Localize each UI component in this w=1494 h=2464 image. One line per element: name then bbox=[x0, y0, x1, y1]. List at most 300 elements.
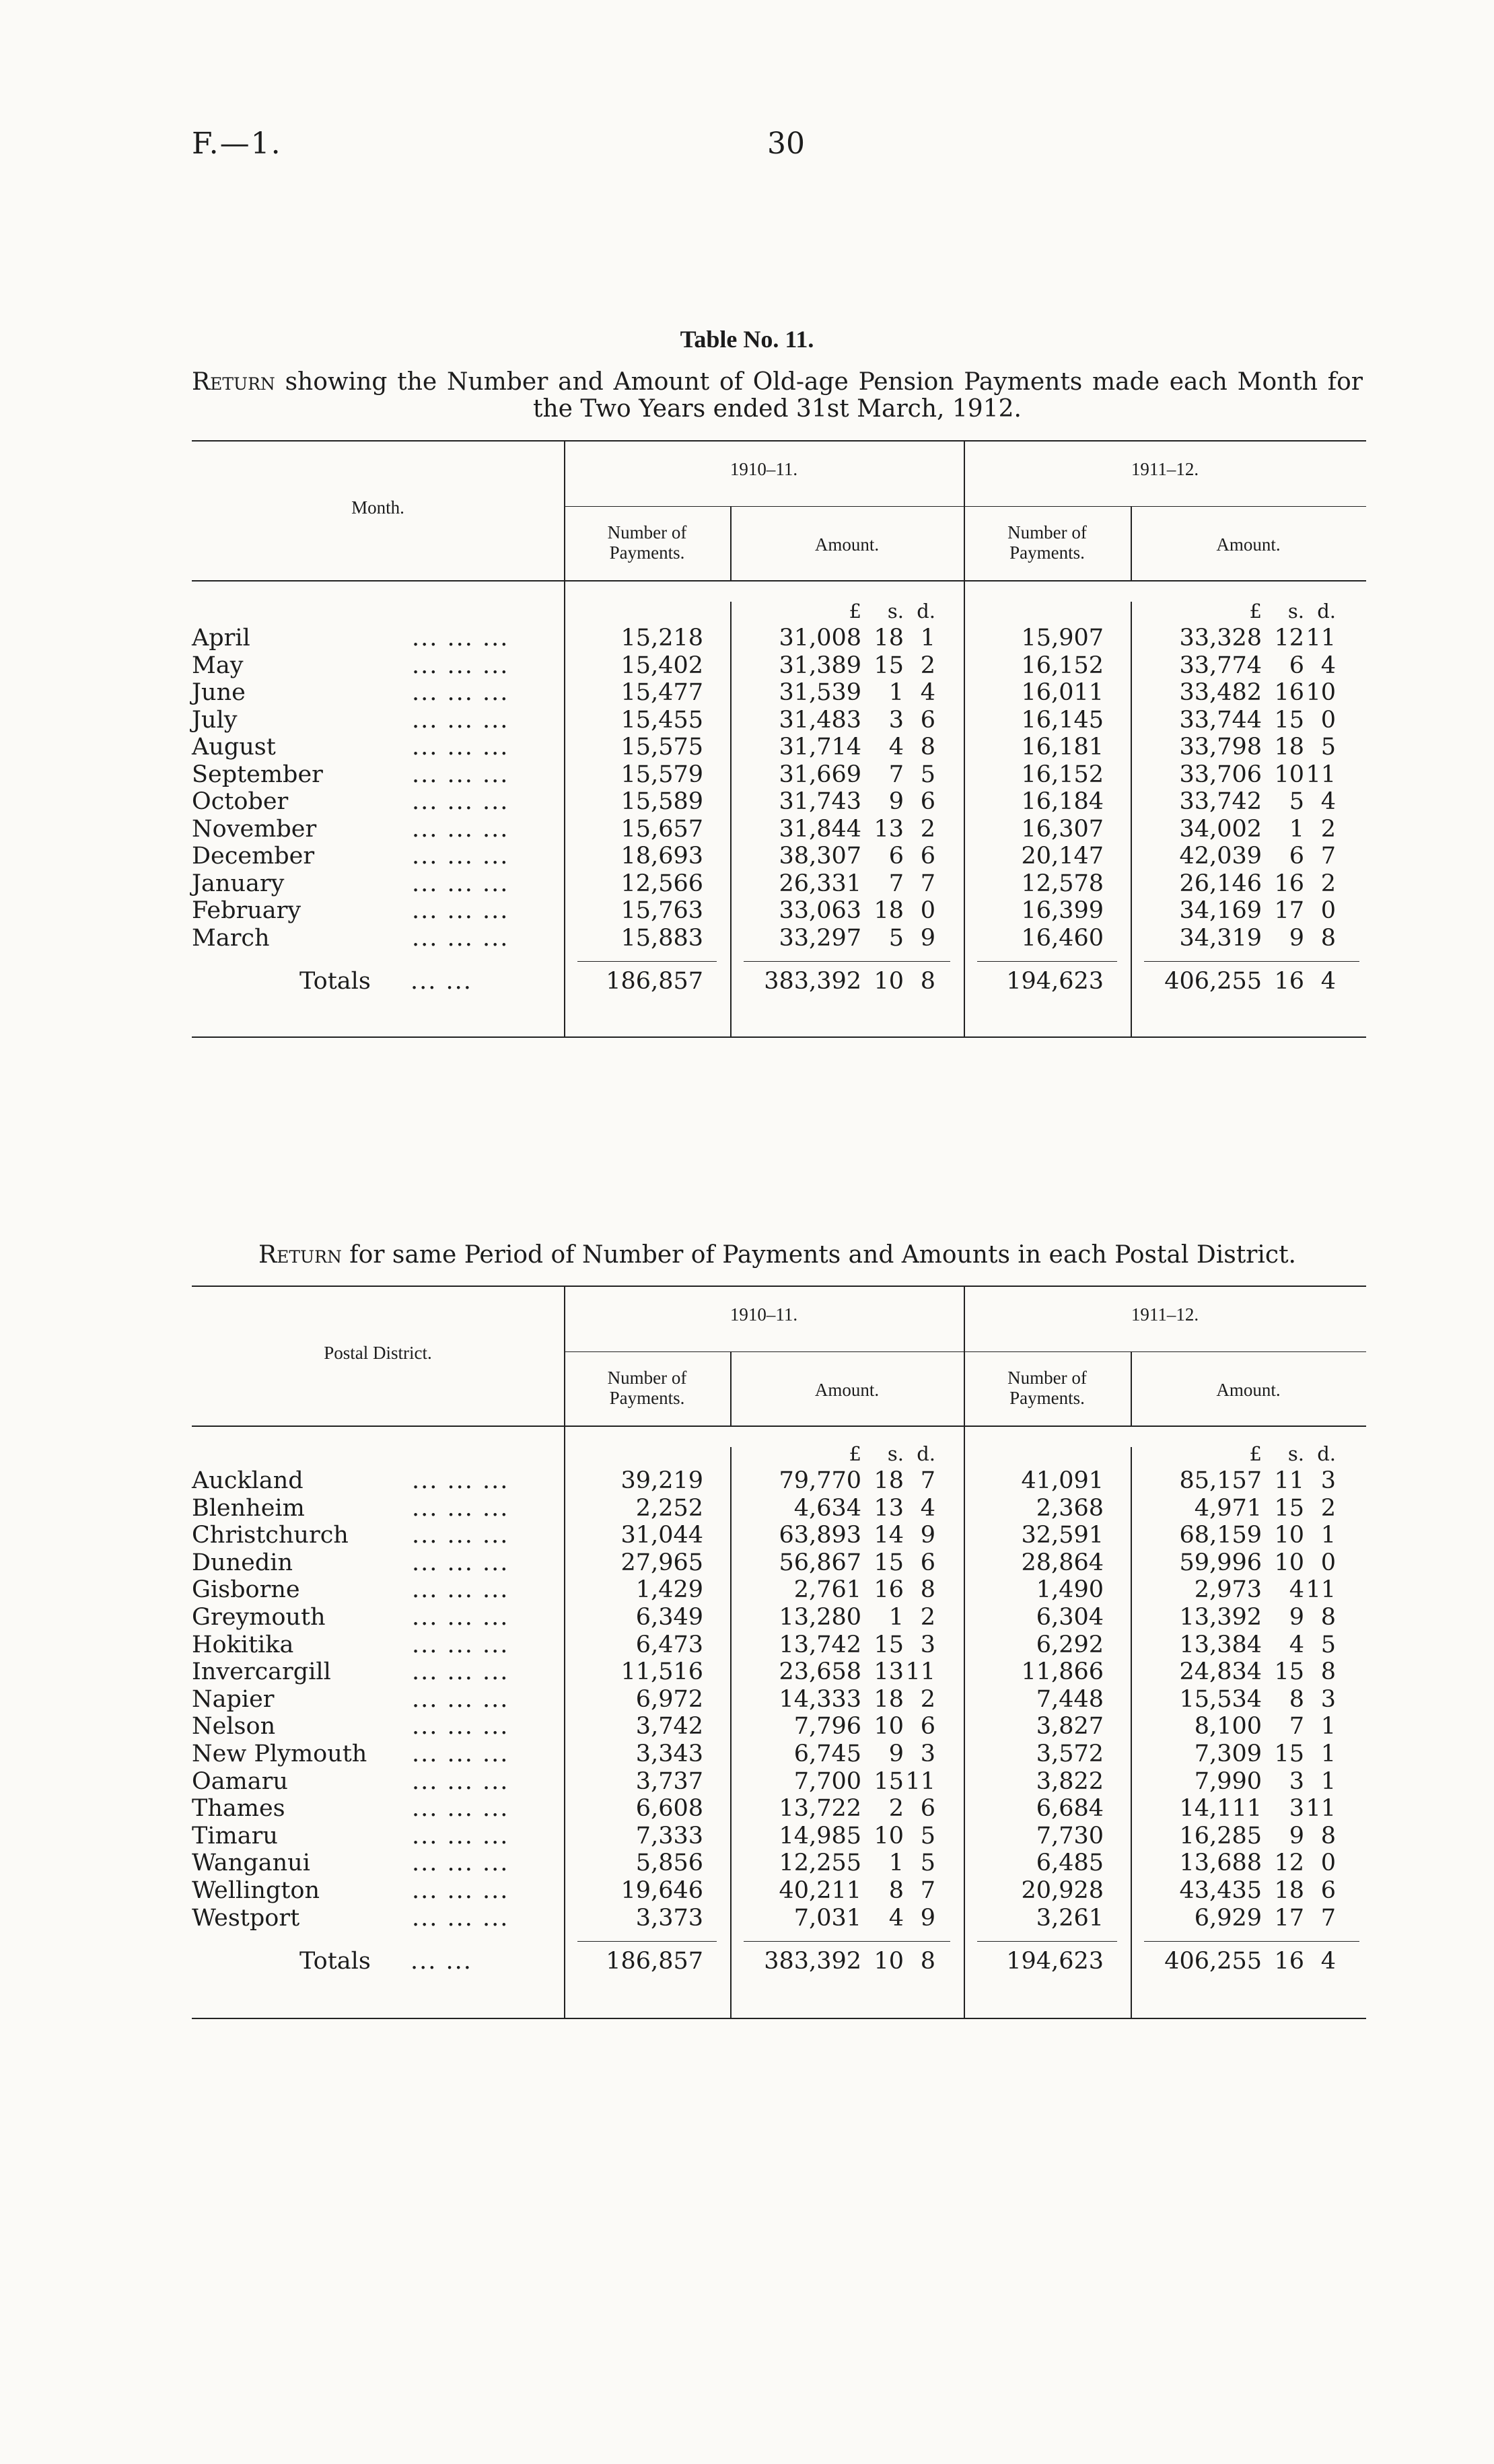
amount-pence-1911-12: 4 bbox=[1320, 652, 1336, 679]
amount-pounds-1910-11: 79,770 bbox=[779, 1467, 861, 1494]
row-label: August bbox=[192, 734, 276, 761]
number-of-payments-1910-11: 3,373 bbox=[635, 1904, 703, 1932]
amount-shillings-1911-12: 16 bbox=[1274, 870, 1304, 897]
amount-pence-1910-11: 9 bbox=[920, 924, 935, 952]
unit-pence: d. bbox=[917, 600, 935, 623]
amount-pence-1911-12: 2 bbox=[1320, 815, 1336, 843]
row-label: Timaru bbox=[192, 1822, 278, 1850]
number-of-payments-1910-11: 15,477 bbox=[620, 679, 703, 706]
number-of-payments-1911-12: 16,145 bbox=[1021, 706, 1104, 734]
totals-rule bbox=[1144, 1941, 1359, 1942]
caption-line-1: showing the Number and Amount of Old-age Pension Payments made each Month for bbox=[275, 368, 1363, 396]
amount-pounds-1910-11: 63,893 bbox=[779, 1522, 861, 1549]
leader-dots: ... ... ... bbox=[412, 1767, 509, 1795]
amount-pence-1910-11: 11 bbox=[905, 1658, 935, 1686]
amount-pounds-1911-12: 15,534 bbox=[1179, 1685, 1262, 1713]
row-label: December bbox=[192, 843, 315, 870]
amount-pence-1911-12: 1 bbox=[1320, 1522, 1336, 1549]
table-row bbox=[0, 1549, 1494, 1577]
amount-pence-1910-11: 2 bbox=[920, 1685, 935, 1713]
table-row bbox=[0, 1768, 1494, 1796]
table-top-rule bbox=[192, 1286, 1366, 1287]
amount-shillings-1910-11: 13 bbox=[874, 1658, 904, 1686]
amount-pence-1910-11: 5 bbox=[920, 1822, 935, 1850]
amount-pence-1910-11: 6 bbox=[920, 1549, 935, 1576]
amount-shillings-1911-12: 11 bbox=[1274, 1467, 1304, 1494]
unit-pounds: £ bbox=[849, 1442, 861, 1465]
amount-shillings-1910-11: 1 bbox=[888, 1850, 904, 1877]
amount-pence-1910-11: 0 bbox=[920, 897, 935, 924]
amount-shillings-1911-12: 15 bbox=[1274, 1740, 1304, 1767]
amount-pence-1911-12: 11 bbox=[1306, 1795, 1336, 1823]
amount-pence-1911-12: 0 bbox=[1320, 897, 1336, 924]
amount-pence-1910-11: 7 bbox=[920, 870, 935, 897]
amount-header: Amount. bbox=[814, 1380, 880, 1400]
row-label: November bbox=[192, 815, 317, 843]
amount-pence-1911-12: 5 bbox=[1320, 734, 1336, 761]
amount-pounds-1911-12: 33,744 bbox=[1179, 706, 1262, 734]
amount-shillings-1910-11: 3 bbox=[888, 706, 904, 734]
amount-pounds-1911-12: 7,309 bbox=[1194, 1740, 1262, 1767]
row-label: October bbox=[192, 788, 289, 815]
table-row bbox=[0, 1495, 1494, 1522]
period-1911-12: 1911–12. bbox=[1131, 1304, 1199, 1325]
unit-pounds: £ bbox=[1249, 600, 1262, 623]
number-of-payments-1910-11: 15,455 bbox=[620, 706, 703, 734]
number-of-payments-1910-11: 31,044 bbox=[620, 1522, 703, 1549]
number-of-payments-1911-12: 11,866 bbox=[1021, 1658, 1104, 1686]
number-of-payments-1910-11: 18,693 bbox=[620, 843, 703, 870]
amount-shillings-1911-12: 6 bbox=[1289, 843, 1304, 870]
amount-shillings-1911-12: 4 bbox=[1289, 1576, 1304, 1604]
amount-pounds-1910-11: 13,742 bbox=[779, 1631, 861, 1658]
leader-dots: ... ... bbox=[411, 1948, 472, 1975]
amount-pounds-1911-12: 34,002 bbox=[1179, 815, 1262, 843]
number-of-payments-1911-12: 2,368 bbox=[1036, 1494, 1104, 1522]
amount-shillings-1911-12: 4 bbox=[1289, 1631, 1304, 1658]
number-of-payments-1910-11: 12,566 bbox=[620, 870, 703, 897]
amount-pence-1911-12: 11 bbox=[1306, 625, 1336, 652]
unit-shillings: s. bbox=[887, 1442, 904, 1465]
amount-shillings-1910-11: 10 bbox=[874, 968, 904, 995]
number-of-payments-1910-11: 5,856 bbox=[635, 1850, 703, 1877]
amount-pounds-1911-12: 33,328 bbox=[1179, 625, 1262, 652]
number-of-payments-1910-11: 15,218 bbox=[620, 625, 703, 652]
amount-pence-1911-12: 3 bbox=[1320, 1685, 1336, 1713]
number-of-payments-1910-11: 11,516 bbox=[620, 1658, 703, 1686]
amount-pence-1911-12: 0 bbox=[1320, 706, 1336, 734]
unit-shillings: s. bbox=[1287, 600, 1304, 623]
number-of-payments-1911-12: 3,827 bbox=[1036, 1713, 1104, 1740]
table-row bbox=[0, 1631, 1494, 1659]
amount-pounds-1911-12: 33,482 bbox=[1179, 679, 1262, 706]
amount-pence-1911-12: 1 bbox=[1320, 1740, 1336, 1767]
number-of-payments-1911-12: 16,460 bbox=[1021, 924, 1104, 952]
leader-dots: ... ... ... bbox=[412, 870, 509, 897]
row-label: New Plymouth bbox=[192, 1740, 367, 1767]
amount-pence-1911-12: 11 bbox=[1306, 1576, 1336, 1604]
leader-dots: ... ... ... bbox=[412, 1604, 509, 1631]
amount-header: Amount. bbox=[814, 534, 880, 555]
amount-pounds-1910-11: 31,844 bbox=[779, 815, 861, 843]
amount-pounds-1911-12: 7,990 bbox=[1194, 1767, 1262, 1795]
amount-pounds-1910-11: 38,307 bbox=[779, 843, 861, 870]
amount-shillings-1910-11: 15 bbox=[874, 1549, 904, 1576]
amount-shillings-1910-11: 9 bbox=[888, 788, 904, 815]
number-of-payments-1910-11: 6,473 bbox=[635, 1631, 703, 1658]
amount-pence-1911-12: 8 bbox=[1320, 1822, 1336, 1850]
number-of-payments-1911-12: 16,399 bbox=[1021, 897, 1104, 924]
table-row bbox=[0, 1877, 1494, 1905]
number-of-payments-1911-12: 7,730 bbox=[1036, 1822, 1104, 1850]
amount-pence-1911-12: 4 bbox=[1320, 968, 1336, 995]
number-of-payments-1910-11: 15,883 bbox=[620, 924, 703, 952]
leader-dots: ... ... bbox=[411, 968, 472, 995]
amount-shillings-1910-11: 15 bbox=[874, 1767, 904, 1795]
number-of-payments-1910-11: 19,646 bbox=[620, 1877, 703, 1904]
number-of-payments-1911-12: 41,091 bbox=[1021, 1467, 1104, 1494]
leader-dots: ... ... ... bbox=[412, 679, 509, 706]
row-label: January bbox=[192, 870, 285, 897]
amount-shillings-1910-11: 1 bbox=[888, 679, 904, 706]
leader-dots: ... ... ... bbox=[412, 652, 509, 679]
amount-pence-1910-11: 11 bbox=[905, 1767, 935, 1795]
number-of-payments-1910-11: 6,972 bbox=[635, 1685, 703, 1713]
header-bottom-rule bbox=[192, 1425, 1366, 1427]
amount-pence-1911-12: 1 bbox=[1320, 1767, 1336, 1795]
number-header: Number of Payments. bbox=[607, 1368, 687, 1408]
period-divider-rule bbox=[564, 1351, 1366, 1352]
amount-pounds-1910-11: 13,280 bbox=[779, 1604, 861, 1631]
amount-pence-1911-12: 2 bbox=[1320, 870, 1336, 897]
amount-pounds-1910-11: 13,722 bbox=[779, 1795, 861, 1823]
amount-shillings-1910-11: 13 bbox=[874, 1494, 904, 1522]
amount-pounds-1911-12: 14,111 bbox=[1179, 1795, 1262, 1823]
amount-shillings-1910-11: 18 bbox=[874, 625, 904, 652]
unit-shillings: s. bbox=[887, 600, 904, 623]
leader-dots: ... ... ... bbox=[412, 734, 509, 761]
number-of-payments-1911-12: 3,822 bbox=[1036, 1767, 1104, 1795]
amount-shillings-1910-11: 18 bbox=[874, 897, 904, 924]
amount-shillings-1910-11: 5 bbox=[888, 924, 904, 952]
amount-pence-1910-11: 6 bbox=[920, 843, 935, 870]
amount-pounds-1911-12: 33,742 bbox=[1179, 788, 1262, 815]
leader-dots: ... ... ... bbox=[412, 1795, 509, 1823]
unit-shillings: s. bbox=[1287, 1442, 1304, 1465]
amount-pounds-1911-12: 4,971 bbox=[1194, 1494, 1262, 1522]
amount-pounds-1911-12: 13,384 bbox=[1179, 1631, 1262, 1658]
totals-rule bbox=[577, 1941, 717, 1942]
amount-shillings-1910-11: 4 bbox=[888, 734, 904, 761]
amount-shillings-1910-11: 14 bbox=[874, 1522, 904, 1549]
page-number: 30 bbox=[767, 127, 805, 161]
amount-pence-1910-11: 2 bbox=[920, 1604, 935, 1631]
amount-pence-1911-12: 6 bbox=[1320, 1877, 1336, 1904]
row-label: Westport bbox=[192, 1904, 300, 1932]
amount-pence-1911-12: 8 bbox=[1320, 1604, 1336, 1631]
amount-pence-1910-11: 6 bbox=[920, 1795, 935, 1823]
amount-pence-1910-11: 9 bbox=[920, 1522, 935, 1549]
number-of-payments-1911-12: 15,907 bbox=[1021, 625, 1104, 652]
leader-dots: ... ... ... bbox=[412, 1522, 509, 1549]
amount-shillings-1911-12: 3 bbox=[1289, 1795, 1304, 1823]
number-of-payments-1911-12: 6,292 bbox=[1036, 1631, 1104, 1658]
amount-shillings-1911-12: 6 bbox=[1289, 652, 1304, 679]
amount-shillings-1910-11: 15 bbox=[874, 1631, 904, 1658]
amount-pounds-1911-12: 33,774 bbox=[1179, 652, 1262, 679]
amount-pounds-1911-12: 16,285 bbox=[1179, 1822, 1262, 1850]
leader-dots: ... ... ... bbox=[412, 1850, 509, 1877]
leader-dots: ... ... ... bbox=[412, 1685, 509, 1713]
row-label: September bbox=[192, 761, 323, 788]
row-label: June bbox=[192, 679, 246, 706]
row-label: Thames bbox=[192, 1795, 285, 1823]
amount-pounds-1910-11: 14,985 bbox=[779, 1822, 861, 1850]
amount-pence-1910-11: 1 bbox=[920, 625, 935, 652]
amount-shillings-1911-12: 16 bbox=[1274, 968, 1304, 995]
amount-pence-1910-11: 8 bbox=[920, 968, 935, 995]
number-of-payments-1910-11: 6,349 bbox=[635, 1604, 703, 1631]
amount-pounds-1910-11: 4,634 bbox=[793, 1494, 861, 1522]
row-label: Wanganui bbox=[192, 1850, 310, 1877]
amount-shillings-1910-11: 8 bbox=[888, 1877, 904, 1904]
amount-pounds-1910-11: 31,389 bbox=[779, 652, 861, 679]
amount-shillings-1910-11: 16 bbox=[874, 1576, 904, 1604]
caption-return-word: Return bbox=[258, 1241, 342, 1269]
row-label: Invercargill bbox=[192, 1658, 331, 1686]
amount-shillings-1911-12: 9 bbox=[1289, 924, 1304, 952]
amount-pounds-1911-12: 68,159 bbox=[1179, 1522, 1262, 1549]
amount-pounds-1911-12: 6,929 bbox=[1194, 1904, 1262, 1932]
amount-pence-1910-11: 5 bbox=[920, 761, 935, 788]
amount-shillings-1910-11: 10 bbox=[874, 1713, 904, 1740]
number-of-payments-1910-11: 15,575 bbox=[620, 734, 703, 761]
number-of-payments-1911-12: 28,864 bbox=[1021, 1549, 1104, 1576]
amount-pence-1910-11: 9 bbox=[920, 1904, 935, 1932]
number-of-payments-1911-12: 194,623 bbox=[1006, 1948, 1104, 1975]
amount-shillings-1910-11: 9 bbox=[888, 1740, 904, 1767]
amount-pounds-1910-11: 14,333 bbox=[779, 1685, 861, 1713]
amount-shillings-1911-12: 10 bbox=[1274, 1522, 1304, 1549]
number-of-payments-1911-12: 1,490 bbox=[1036, 1576, 1104, 1604]
amount-pounds-1911-12: 85,157 bbox=[1179, 1467, 1262, 1494]
amount-pounds-1910-11: 7,700 bbox=[793, 1767, 861, 1795]
row-label: Greymouth bbox=[192, 1604, 326, 1631]
leader-dots: ... ... ... bbox=[412, 1576, 509, 1604]
amount-pounds-1911-12: 59,996 bbox=[1179, 1549, 1262, 1576]
unit-pounds: £ bbox=[1249, 1442, 1262, 1465]
number-of-payments-1910-11: 2,252 bbox=[635, 1494, 703, 1522]
amount-pence-1911-12: 4 bbox=[1320, 788, 1336, 815]
number-of-payments-1910-11: 15,589 bbox=[620, 788, 703, 815]
number-of-payments-1911-12: 20,147 bbox=[1021, 843, 1104, 870]
number-of-payments-1910-11: 15,402 bbox=[620, 652, 703, 679]
number-of-payments-1910-11: 27,965 bbox=[620, 1549, 703, 1576]
amount-pence-1911-12: 0 bbox=[1320, 1549, 1336, 1576]
row-label: Wellington bbox=[192, 1877, 320, 1904]
amount-pounds-1911-12: 43,435 bbox=[1179, 1877, 1262, 1904]
table-row bbox=[0, 1576, 1494, 1604]
amount-pounds-1910-11: 31,669 bbox=[779, 761, 861, 788]
number-of-payments-1911-12: 7,448 bbox=[1036, 1685, 1104, 1713]
table-row bbox=[0, 1948, 1494, 1975]
number-of-payments-1910-11: 3,742 bbox=[635, 1713, 703, 1740]
amount-shillings-1911-12: 15 bbox=[1274, 1494, 1304, 1522]
amount-shillings-1911-12: 3 bbox=[1289, 1767, 1304, 1795]
amount-pence-1911-12: 5 bbox=[1320, 1631, 1336, 1658]
leader-dots: ... ... ... bbox=[412, 1904, 509, 1932]
row-header: Postal District. bbox=[324, 1343, 432, 1363]
amount-shillings-1911-12: 16 bbox=[1274, 679, 1304, 706]
amount-pounds-1910-11: 12,255 bbox=[779, 1850, 861, 1877]
amount-shillings-1910-11: 7 bbox=[888, 761, 904, 788]
number-of-payments-1910-11: 39,219 bbox=[620, 1467, 703, 1494]
amount-shillings-1911-12: 7 bbox=[1289, 1713, 1304, 1740]
number-of-payments-1910-11: 3,737 bbox=[635, 1767, 703, 1795]
row-label: Auckland bbox=[192, 1467, 304, 1494]
amount-pounds-1911-12: 8,100 bbox=[1194, 1713, 1262, 1740]
unit-pence: d. bbox=[1317, 600, 1336, 623]
amount-pence-1910-11: 8 bbox=[920, 1948, 935, 1975]
amount-pounds-1910-11: 7,031 bbox=[793, 1904, 861, 1932]
amount-pounds-1911-12: 34,169 bbox=[1179, 897, 1262, 924]
caption-return-word: Return bbox=[192, 368, 275, 396]
amount-shillings-1911-12: 10 bbox=[1274, 1549, 1304, 1576]
amount-shillings-1910-11: 13 bbox=[874, 815, 904, 843]
amount-pounds-1911-12: 26,146 bbox=[1179, 870, 1262, 897]
table-row bbox=[0, 1604, 1494, 1631]
amount-pounds-1910-11: 31,539 bbox=[779, 679, 861, 706]
amount-pence-1910-11: 4 bbox=[920, 1494, 935, 1522]
amount-pounds-1910-11: 31,743 bbox=[779, 788, 861, 815]
leader-dots: ... ... ... bbox=[412, 1740, 509, 1767]
period-1910-11: 1910–11. bbox=[730, 459, 798, 479]
amount-shillings-1910-11: 18 bbox=[874, 1467, 904, 1494]
amount-shillings-1911-12: 12 bbox=[1274, 1850, 1304, 1877]
amount-pence-1910-11: 7 bbox=[920, 1877, 935, 1904]
table-row bbox=[0, 1686, 1494, 1714]
number-of-payments-1911-12: 6,684 bbox=[1036, 1795, 1104, 1823]
amount-pence-1911-12: 8 bbox=[1320, 924, 1336, 952]
amount-shillings-1911-12: 5 bbox=[1289, 788, 1304, 815]
amount-shillings-1910-11: 10 bbox=[874, 1822, 904, 1850]
row-label: Napier bbox=[192, 1685, 275, 1713]
amount-pence-1910-11: 5 bbox=[920, 1850, 935, 1877]
amount-header: Amount. bbox=[1216, 1380, 1281, 1400]
amount-pounds-1911-12: 406,255 bbox=[1164, 968, 1262, 995]
amount-pounds-1911-12: 24,834 bbox=[1179, 1658, 1262, 1686]
table-row bbox=[0, 1658, 1494, 1686]
table-row bbox=[0, 1905, 1494, 1932]
totals-label: Totals bbox=[299, 968, 371, 995]
amount-shillings-1911-12: 15 bbox=[1274, 1658, 1304, 1686]
amount-pounds-1911-12: 33,798 bbox=[1179, 734, 1262, 761]
amount-pence-1911-12: 11 bbox=[1306, 761, 1336, 788]
amount-pounds-1911-12: 2,973 bbox=[1194, 1576, 1262, 1604]
amount-pence-1910-11: 2 bbox=[920, 652, 935, 679]
table-row bbox=[0, 1467, 1494, 1495]
number-of-payments-1911-12: 6,485 bbox=[1036, 1850, 1104, 1877]
leader-dots: ... ... ... bbox=[412, 1822, 509, 1850]
amount-pounds-1910-11: 6,745 bbox=[793, 1740, 861, 1767]
amount-pence-1911-12: 3 bbox=[1320, 1467, 1336, 1494]
totals-rule bbox=[744, 1941, 950, 1942]
leader-dots: ... ... ... bbox=[412, 1658, 509, 1686]
number-of-payments-1910-11: 186,857 bbox=[606, 968, 703, 995]
totals-rule bbox=[977, 1941, 1117, 1942]
row-label: Christchurch bbox=[192, 1522, 349, 1549]
number-of-payments-1911-12: 16,152 bbox=[1021, 761, 1104, 788]
leader-dots: ... ... ... bbox=[412, 897, 509, 924]
number-of-payments-1910-11: 15,657 bbox=[620, 815, 703, 843]
leader-dots: ... ... ... bbox=[412, 788, 509, 815]
caption-line-2: the Two Years ended 31st March, 1912. bbox=[533, 395, 1022, 423]
amount-shillings-1910-11: 7 bbox=[888, 870, 904, 897]
number-of-payments-1911-12: 32,591 bbox=[1021, 1522, 1104, 1549]
number-of-payments-1910-11: 15,579 bbox=[620, 761, 703, 788]
leader-dots: ... ... ... bbox=[412, 761, 509, 788]
amount-pounds-1910-11: 56,867 bbox=[779, 1549, 861, 1576]
amount-pence-1911-12: 1 bbox=[1320, 1713, 1336, 1740]
row-label: Dunedin bbox=[192, 1549, 293, 1576]
leader-dots: ... ... ... bbox=[412, 1631, 509, 1658]
unit-pence: d. bbox=[917, 1442, 935, 1465]
leader-dots: ... ... ... bbox=[412, 706, 509, 734]
amount-pounds-1910-11: 31,008 bbox=[779, 625, 861, 652]
amount-shillings-1911-12: 18 bbox=[1274, 734, 1304, 761]
amount-shillings-1910-11: 1 bbox=[888, 1604, 904, 1631]
amount-pounds-1910-11: 7,796 bbox=[793, 1713, 861, 1740]
amount-pounds-1910-11: 31,483 bbox=[779, 706, 861, 734]
row-label: Blenheim bbox=[192, 1494, 305, 1522]
unit-pence: d. bbox=[1317, 1442, 1336, 1465]
amount-pence-1910-11: 3 bbox=[920, 1631, 935, 1658]
row-label: Oamaru bbox=[192, 1767, 288, 1795]
amount-pounds-1911-12: 13,688 bbox=[1179, 1850, 1262, 1877]
amount-pounds-1910-11: 40,211 bbox=[779, 1877, 861, 1904]
amount-pence-1910-11: 7 bbox=[920, 1467, 935, 1494]
document-reference: F.—1. bbox=[192, 127, 282, 161]
table-title: Table No. 11. bbox=[680, 326, 814, 353]
table-row bbox=[0, 1823, 1494, 1850]
amount-shillings-1911-12: 17 bbox=[1274, 1904, 1304, 1932]
leader-dots: ... ... ... bbox=[412, 1877, 509, 1904]
amount-shillings-1911-12: 15 bbox=[1274, 706, 1304, 734]
number-of-payments-1911-12: 194,623 bbox=[1006, 968, 1104, 995]
amount-pence-1911-12: 4 bbox=[1320, 1948, 1336, 1975]
amount-pence-1911-12: 8 bbox=[1320, 1658, 1336, 1686]
amount-pounds-1910-11: 2,761 bbox=[793, 1576, 861, 1604]
table-row bbox=[0, 1522, 1494, 1549]
amount-pounds-1911-12: 406,255 bbox=[1164, 1948, 1262, 1975]
number-header: Number of Payments. bbox=[1007, 1368, 1087, 1408]
amount-pence-1910-11: 6 bbox=[920, 1713, 935, 1740]
amount-shillings-1911-12: 17 bbox=[1274, 897, 1304, 924]
amount-shillings-1911-12: 9 bbox=[1289, 1604, 1304, 1631]
amount-pounds-1910-11: 383,392 bbox=[764, 1948, 861, 1975]
amount-pence-1911-12: 0 bbox=[1320, 1850, 1336, 1877]
amount-shillings-1911-12: 8 bbox=[1289, 1685, 1304, 1713]
amount-pounds-1910-11: 26,331 bbox=[779, 870, 861, 897]
leader-dots: ... ... ... bbox=[412, 625, 509, 652]
row-label: April bbox=[192, 625, 250, 652]
number-of-payments-1911-12: 3,261 bbox=[1036, 1904, 1104, 1932]
amount-shillings-1911-12: 1 bbox=[1289, 815, 1304, 843]
amount-shillings-1910-11: 18 bbox=[874, 1685, 904, 1713]
leader-dots: ... ... ... bbox=[412, 1549, 509, 1576]
caption-text: for same Period of Number of Payments and Amounts in each Postal District. bbox=[341, 1241, 1296, 1269]
period-1911-12: 1911–12. bbox=[1131, 459, 1199, 479]
